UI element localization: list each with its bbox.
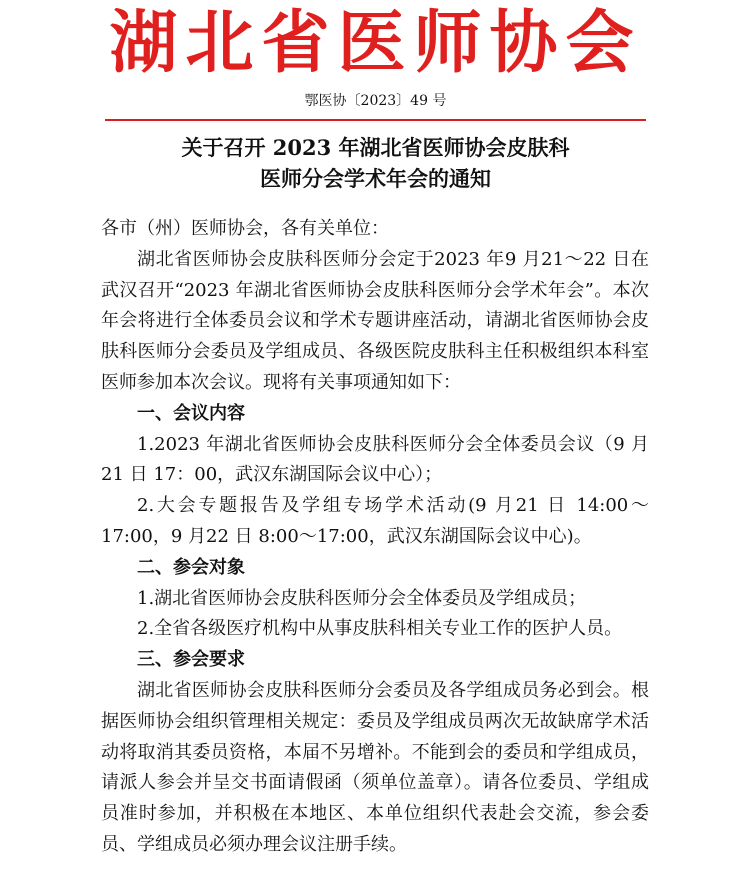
meeting-content-item-1: 1.2023 年湖北省医师协会皮肤科医师分会全体委员会议（9 月21 日 17：00，武汉东湖国际会议中心）；	[101, 433, 649, 486]
section-heading-requirements: 三、参会要求	[137, 649, 245, 671]
document-body	[101, 214, 649, 861]
attendees-item-2: 2.全省各级医疗机构中从事皮肤科相关专业工作的医护人员。	[137, 618, 623, 640]
section-heading-meeting-content: 一、会议内容	[137, 402, 245, 424]
org-name-header: 湖北省医师协会	[109, 4, 642, 83]
document-number: 鄂医协〔2023〕49 号	[304, 93, 447, 109]
requirements-paragraph: 湖北省医师协会皮肤科医师分会委员及各学组成员务必到会。根据医师协会组织管理相关规定：委员及学组成员两次无故缺席学术活动将取消其委员资格，本届不另增补。不能到会的委员和学组成员，请派人参会并呈交书面请假函（须单位盖章）。请各位委员、学组成员准时参加，并积极在本地区、本单位组织代表赴会交流，参会委员、学组成员必须办理会议注册手续。	[101, 679, 649, 855]
intro-paragraph: 湖北省医师协会皮肤科医师分会定于2023 年9 月21～22 日在武汉召开“2023 年湖北省医师协会皮肤科医师分会学术年会”。本次年会将进行全体委员会议和学术专题讲座活动，请湖北省医师协会皮肤科医师分会委员及学组成员、各级医院皮肤科主任积极组织本科室医师参加本次会议。现将有关事项通知如下：	[101, 248, 649, 393]
meeting-content-item-2: 2.大会专题报告及学组专场学术活动(9 月21 日 14:00～17:00，9 月22 日 8:00～17:00，武汉东湖国际会议中心)。	[101, 495, 649, 547]
section-heading-attendees: 二、参会对象	[137, 556, 245, 578]
notice-title-line-1: 关于召开 2023 年湖北省医师协会皮肤科	[181, 135, 570, 160]
red-divider-rule	[105, 119, 646, 121]
notice-title-line-2: 医师分会学术年会的通知	[260, 166, 491, 191]
attendees-item-1: 1.湖北省医师协会皮肤科医师分会全体委员及学组成员；	[137, 587, 587, 609]
salutation: 各市（州）医师协会，各有关单位：	[101, 218, 389, 239]
